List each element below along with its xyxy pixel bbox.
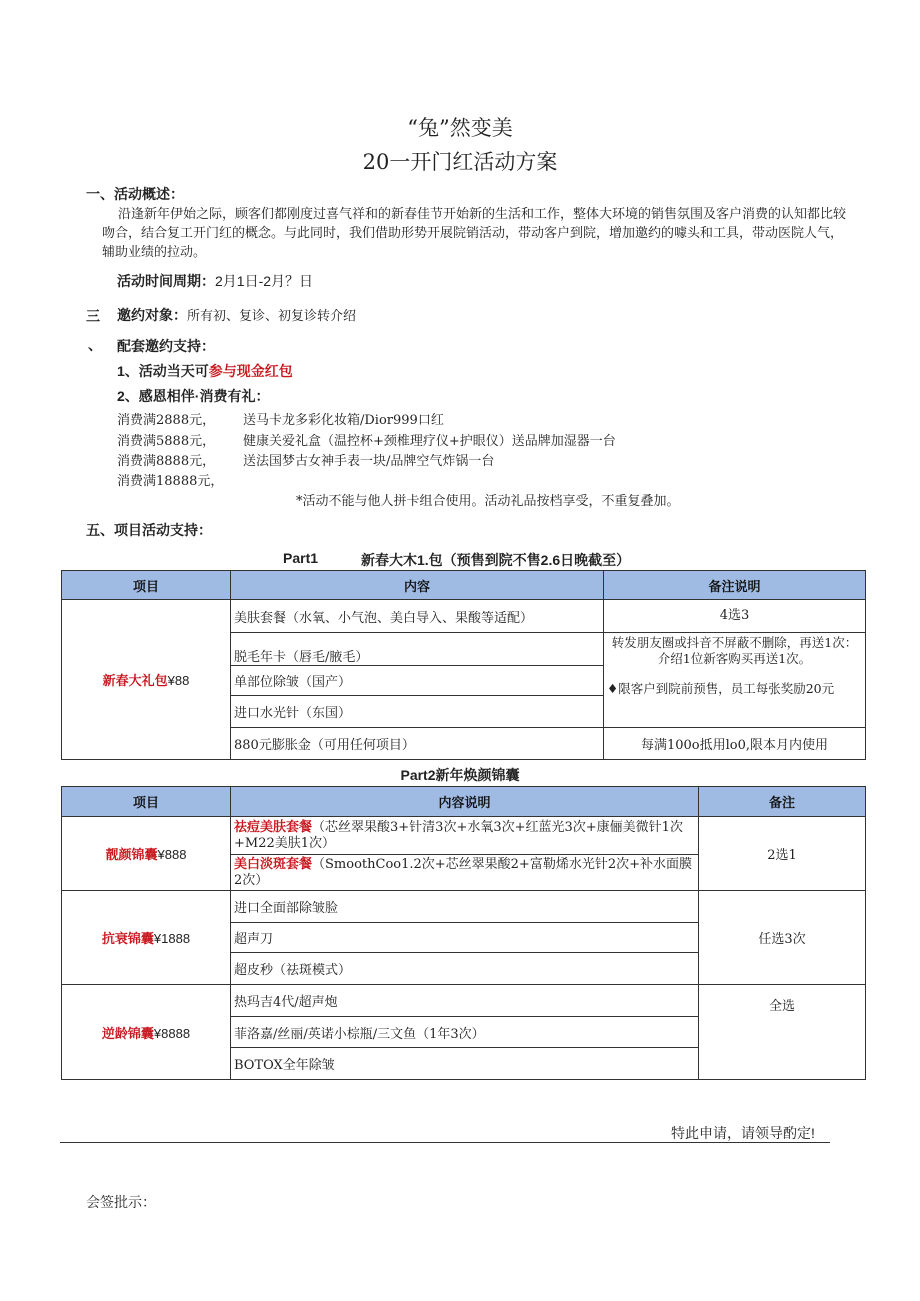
closing-text: 特此申请，请领导酌定!	[671, 1125, 815, 1141]
invite-row	[117, 305, 356, 325]
package-price: ¥88	[167, 673, 190, 688]
part1-remark-mid2: ♦限客户到院前预售，员工每张奖励20元	[607, 681, 835, 696]
part2-table	[61, 786, 866, 1080]
support-item-1	[117, 361, 293, 381]
part1-remark-bottom: 每满100o抵用lo0,限本月内使用	[604, 728, 866, 760]
table-row	[62, 985, 866, 1017]
part1-header-project: 项目	[62, 571, 231, 600]
part1-item-2: 脱毛年卡（唇毛/腋毛）	[231, 633, 604, 666]
group1-cell	[62, 817, 231, 891]
part1-title-a: Part1	[283, 550, 319, 566]
group1-item-1-red: 祛痘美肤套餐	[234, 819, 313, 834]
table-row	[62, 600, 866, 633]
part1-remark-top: 4选3	[604, 600, 866, 633]
group1-item-2-red: 美白淡斑套餐	[234, 856, 313, 871]
group1-item-1-text: （芯丝翠果酸3+针清3次+水氧3次+红蓝光3次+康俪美微针1次+M22美肤1次）	[234, 820, 683, 851]
part1-remark-mid1: 转发朋友圈或抖音不屏蔽不删除，再送1次：介绍1位新客购买再送1次。	[611, 635, 858, 666]
group1-item-2	[231, 855, 699, 891]
group1-name: 靓颜锦囊	[105, 847, 158, 862]
gift-threshold-1: 消费满2888元，	[117, 413, 216, 428]
gift-item-2: 健康关爱礼盒（温控杯+颈椎理疗仪+护眼仪）送品牌加湿器一台	[243, 434, 616, 449]
group2-cell	[62, 891, 231, 985]
table-row	[62, 891, 866, 923]
group2-price: ¥1888	[153, 931, 191, 946]
gift-threshold-4: 消费满18888元，	[117, 474, 224, 489]
signoff-label: 会签批示：	[86, 1194, 156, 1210]
group2-item-3: 超皮秒（祛斑模式）	[231, 953, 699, 985]
group3-remark: 全选	[699, 985, 866, 1080]
section1-body: 沿逢新年伊始之际，顾客们都刚度过喜气祥和的新春佳节开始新的生活和工作，整体大环境的销售氛围及客户消费的认知都比较吻合，结合复工开门红的概念。与此同时，我们借助形势开展院销活动，带动客户到院，增加邀约的噱头和工具，带动医院人气，辅助业绩的拉动。	[102, 207, 847, 260]
gift-item-3: 送法国梦古女神手表一块/品牌空气炸锅一台	[243, 454, 495, 469]
group3-price: ¥8888	[153, 1025, 191, 1041]
gift-note: *活动不能与他人拼卡组合使用。活动礼品按档享受，不重复叠加。	[296, 494, 680, 509]
part1-remark-mid	[604, 633, 866, 728]
group1-item-2-text: （SmoothCoo1.2次+芯丝翠果酸2+富勒烯水光针2次+补水面膜2次）	[234, 857, 692, 888]
section1-heading: 一、活动概述：	[86, 186, 184, 202]
gift-threshold-3: 消费满8888元，	[117, 454, 216, 469]
part1-header-content: 内容	[231, 571, 604, 600]
part2-header-row	[62, 787, 866, 817]
group3-item-1: 热玛吉4代/超声炮	[231, 985, 699, 1017]
invite-label: 邀约对象：	[117, 307, 187, 323]
package-cell	[62, 600, 231, 760]
group1-price: ¥888	[157, 847, 187, 862]
part2-header-project: 项目	[62, 787, 231, 817]
gift-threshold-2: 消费满5888元，	[117, 434, 216, 449]
section4-heading: 配套邀约支持：	[117, 338, 215, 354]
group2-item-1: 进口全面部除皱脸	[231, 891, 699, 923]
part1-header-remark: 备注说明	[604, 571, 866, 600]
section4-marker: 、	[88, 337, 102, 353]
group3-item-2: 菲洛嘉/丝丽/英诺小棕瓶/三文鱼（1年3次）	[231, 1017, 699, 1048]
section5-heading: 五、项目活动支持：	[86, 522, 212, 538]
gift-item-1: 送马卡龙多彩化妆箱/Dior999口红	[243, 413, 444, 428]
period-row	[117, 271, 313, 291]
period-value: 2月1日-2月？日	[215, 273, 314, 289]
table-row	[62, 817, 866, 855]
doc-title-line1: “兔”然变美	[407, 116, 513, 140]
support-item-1-red: 参与现金红包	[208, 363, 293, 379]
group3-item-3: BOTOX全年除皱	[231, 1048, 699, 1080]
part2-title: Part2新年焕颜锦囊	[400, 767, 520, 783]
period-label: 活动时间周期：	[117, 273, 215, 289]
part1-table	[61, 570, 866, 760]
group2-name: 抗衰锦囊	[101, 931, 154, 946]
group2-remark: 任选3次	[699, 891, 866, 985]
part1-item-3: 单部位除皱（国产）	[231, 666, 604, 696]
part1-header-row	[62, 571, 866, 600]
group3-cell	[62, 985, 231, 1080]
group2-item-2: 超声刀	[231, 923, 699, 953]
doc-title-line2: 20一开门红活动方案	[362, 150, 558, 174]
package-name: 新春大礼包	[102, 673, 168, 688]
support-item-1-prefix: 1、活动当天可	[117, 363, 209, 379]
closing-divider	[60, 1142, 830, 1143]
group1-item-1	[231, 817, 699, 855]
support-item-2: 2、感恩相伴·消费有礼：	[117, 388, 270, 404]
part1-item-5: 880元膨胀金（可用任何项目）	[231, 728, 604, 760]
invite-value: 所有初、复诊、初复诊转介绍	[187, 309, 357, 324]
section3-marker: 三	[86, 308, 100, 324]
part2-header-remark: 备注	[699, 787, 866, 817]
part1-title-b: 新春大木1.包（预售到院不售2.6日晚截至）	[361, 552, 631, 568]
part2-header-content: 内容说明	[231, 787, 699, 817]
part1-item-4: 进口水光针（东国）	[231, 696, 604, 728]
group3-name: 逆龄锦囊	[101, 1025, 154, 1041]
part1-item-1: 美肤套餐（水氧、小气泡、美白导入、果酸等适配）	[231, 600, 604, 633]
group1-remark: 2选1	[699, 817, 866, 891]
